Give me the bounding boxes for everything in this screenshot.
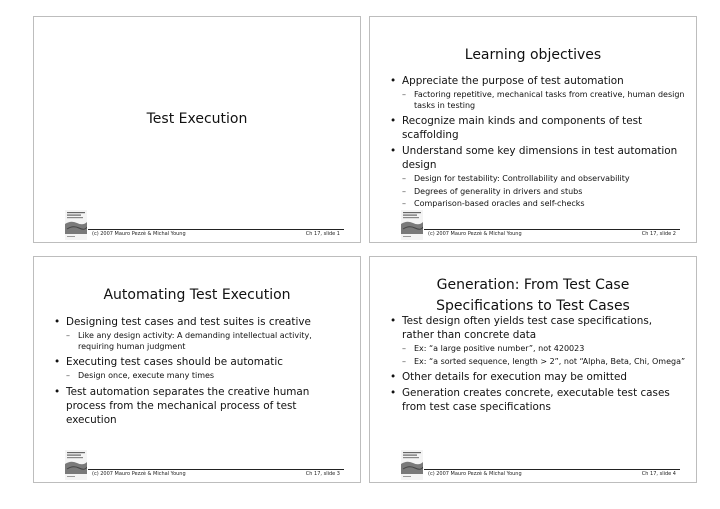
bullet: • Designing test cases and test suites is creative – Like any design activity: A demanding intellectual activity, requiring human judgment [52, 315, 350, 352]
slide-title-line-2: Specifications to Test Cases [436, 298, 630, 314]
footer-copyright: (c) 2007 Mauro Pezzè & Michal Young [428, 231, 522, 237]
sub-bullet: – Factoring repetitive, mechanical tasks from creative, human design tasks in testing [402, 90, 686, 111]
sub-bullet: – Like any design activity: A demanding intellectual activity, requiring human judgment [66, 331, 350, 352]
footer-divider [424, 469, 680, 470]
bullet: • Generation creates concrete, executable test cases from test case specifications [388, 386, 686, 414]
bullet: • Test automation separates the creative human process from the mechanical process of test execution [52, 385, 350, 427]
footer-copyright: (c) 2007 Mauro Pezzè & Michal Young [428, 471, 522, 477]
slide-2 [369, 16, 697, 243]
sub-bullet: – Ex: “a sorted sequence, length > 2”, not “Alpha, Beta, Chi, Omega” [402, 357, 686, 368]
slide-title: Learning objectives [464, 47, 602, 63]
footer-slide-number: Ch 17, slide 2 [641, 231, 676, 237]
sub-bullet: – Design once, execute many times [66, 371, 350, 382]
footer-divider [424, 229, 680, 230]
slide-title [370, 275, 696, 317]
slide-4 [369, 256, 697, 483]
slide-body [388, 74, 686, 213]
slide-3 [33, 256, 361, 483]
footer-slide-number: Ch 17, slide 4 [641, 471, 676, 477]
footer-copyright: (c) 2007 Mauro Pezzè & Michal Young [92, 471, 186, 477]
bullet: • Test design often yields test case specifications, rather than concrete data – Ex: “a large positive number”, not 420023 – Ex: “a sorted sequence, length > 2”, not “Alpha, Beta, Chi, Omega” [388, 314, 686, 367]
book-cover-logo [65, 210, 87, 240]
bullet: • Other details for execution may be omitted [388, 370, 686, 384]
book-cover-logo [401, 210, 423, 240]
bullet: • Appreciate the purpose of test automation – Factoring repetitive, mechanical tasks from creative, human design tasks in testing [388, 74, 686, 111]
slide-1 [33, 16, 361, 243]
footer-slide-number: Ch 17, slide 3 [305, 471, 340, 477]
footer-divider [88, 469, 344, 470]
book-cover-logo [401, 450, 423, 480]
bullet: • Recognize main kinds and components of test scaffolding [388, 114, 686, 142]
slide-body [388, 314, 686, 416]
bullet: • Understand some key dimensions in test automation design – Design for testability: Controllability and observability – Degrees of generality in drivers and stubs – Comparison-based oracles and self-checks [388, 144, 686, 210]
slide-body [52, 315, 350, 429]
book-cover-logo [65, 450, 87, 480]
footer-copyright: (c) 2007 Mauro Pezzè & Michal Young [92, 231, 186, 237]
bullet: • Executing test cases should be automatic – Design once, execute many times [52, 355, 350, 382]
sub-bullet: – Ex: “a large positive number”, not 420023 [402, 344, 686, 355]
slide-title-line-1: Generation: From Test Case [436, 277, 630, 293]
footer-slide-number: Ch 17, slide 1 [305, 231, 340, 237]
sub-bullet: – Comparison-based oracles and self-checks [402, 199, 686, 210]
slide-title: Automating Test Execution [103, 287, 291, 303]
footer-divider [88, 229, 344, 230]
sub-bullet: – Degrees of generality in drivers and stubs [402, 187, 686, 198]
slide-title: Test Execution [146, 111, 248, 127]
sub-bullet: – Design for testability: Controllability and observability [402, 174, 686, 185]
